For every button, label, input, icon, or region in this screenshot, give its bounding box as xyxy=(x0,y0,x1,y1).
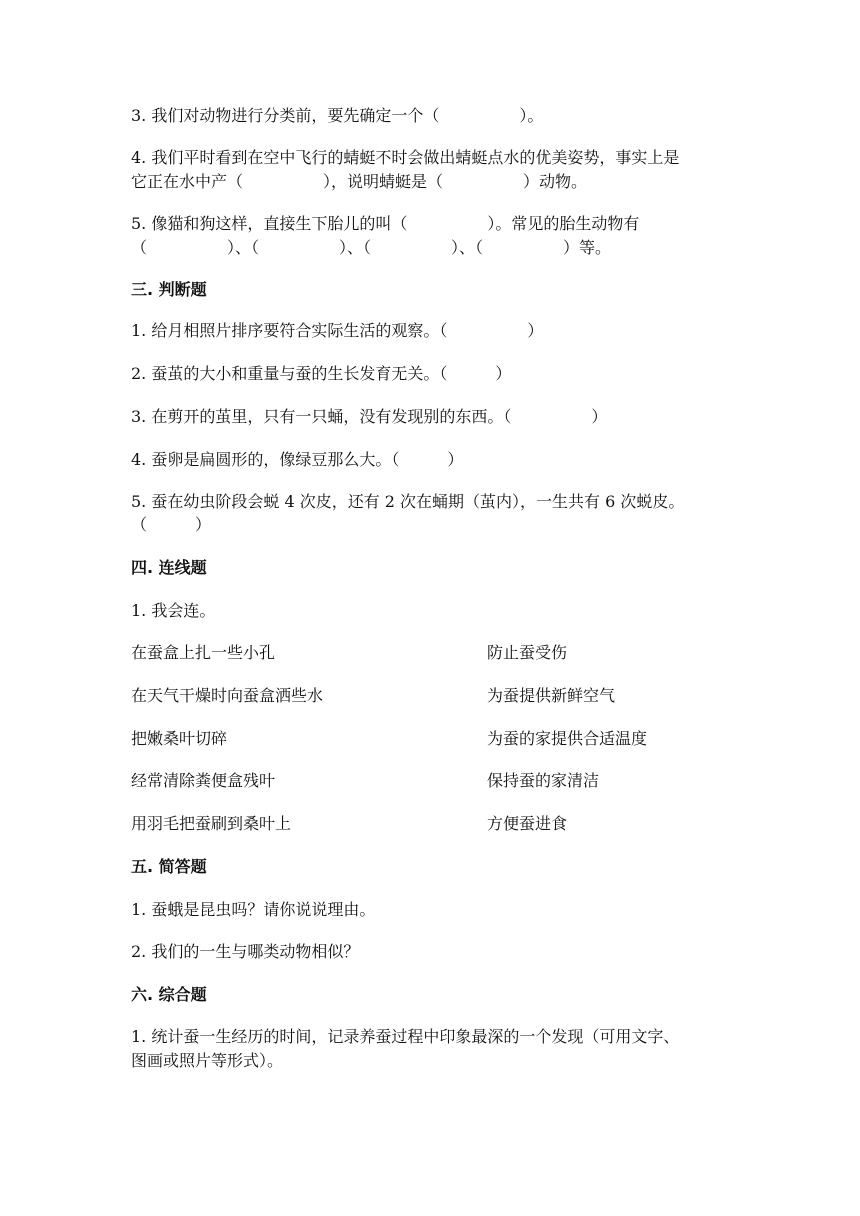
judge-item-1: 1. 给月相照片排序要符合实际生活的观察。（ ） xyxy=(131,321,544,340)
judge-item-4: 4. 蚕卵是扁圆形的，像绿豆那么大。（ ） xyxy=(131,450,464,469)
matching-right-item[interactable]: 为蚕的家提供合适温度 xyxy=(487,729,648,748)
matching-right-item[interactable]: 保持蚕的家清洁 xyxy=(487,771,600,790)
judge-item-3: 3. 在剪开的茧里，只有一只蛹，没有发现别的东西。（ ） xyxy=(131,407,608,426)
comprehensive-line-2: 图画或照片等形式）。 xyxy=(131,1051,284,1070)
judge-heading: 三. 判断题 xyxy=(131,280,207,299)
matching-left-item[interactable]: 在蚕盒上扎一些小孔 xyxy=(131,643,276,662)
judge-item-2: 2. 蚕茧的大小和重量与蚕的生长发育无关。（ ） xyxy=(131,364,512,383)
matching-left-item[interactable]: 把嫩桑叶切碎 xyxy=(131,729,228,748)
short-answer-item-2: 2. 我们的一生与哪类动物相似？ xyxy=(131,942,360,961)
matching-heading: 四. 连线题 xyxy=(131,558,207,577)
fill-in-q5-line1: 5. 像猫和狗这样，直接生下胎儿的叫（ ）。常见的胎生动物有 xyxy=(131,214,640,233)
matching-right-item[interactable]: 为蚕提供新鲜空气 xyxy=(487,686,616,705)
judge-item-5: 5. 蚕在幼虫阶段会蜕 4 次皮，还有 2 次在蛹期（茧内），一生共有 6 次蜕皮。 xyxy=(131,492,685,511)
matching-right-item[interactable]: 方便蚕进食 xyxy=(487,814,568,833)
fill-in-q5-line2: （ ）、（ ）、（ ）、（ ）等。 xyxy=(131,238,612,257)
fill-in-q3: 3. 我们对动物进行分类前，要先确定一个（ ）。 xyxy=(131,106,544,125)
matching-right-item[interactable]: 防止蚕受伤 xyxy=(487,643,568,662)
matching-left-item[interactable]: 用羽毛把蚕刷到桑叶上 xyxy=(131,814,292,833)
judge-item-5-line2: （ ） xyxy=(131,515,212,534)
fill-in-q4-line1: 4. 我们平时看到在空中飞行的蜻蜓不时会做出蜻蜓点水的优美姿势，事实上是 xyxy=(131,148,680,167)
comprehensive-heading: 六. 综合题 xyxy=(131,985,207,1004)
matching-prompt: 1. 我会连。 xyxy=(131,601,216,620)
fill-in-q4-line2: 它正在水中产（ ），说明蜻蜓是（ ）动物。 xyxy=(131,172,588,191)
short-answer-heading: 五. 简答题 xyxy=(131,857,207,876)
matching-left-item[interactable]: 经常清除粪便盒残叶 xyxy=(131,771,276,790)
comprehensive-line-1: 1. 统计蚕一生经历的时间，记录养蚕过程中印象最深的一个发现（可用文字、 xyxy=(131,1027,680,1046)
matching-left-item[interactable]: 在天气干燥时向蚕盒洒些水 xyxy=(131,686,324,705)
short-answer-item-1: 1. 蚕蛾是昆虫吗？请你说说理由。 xyxy=(131,900,376,919)
